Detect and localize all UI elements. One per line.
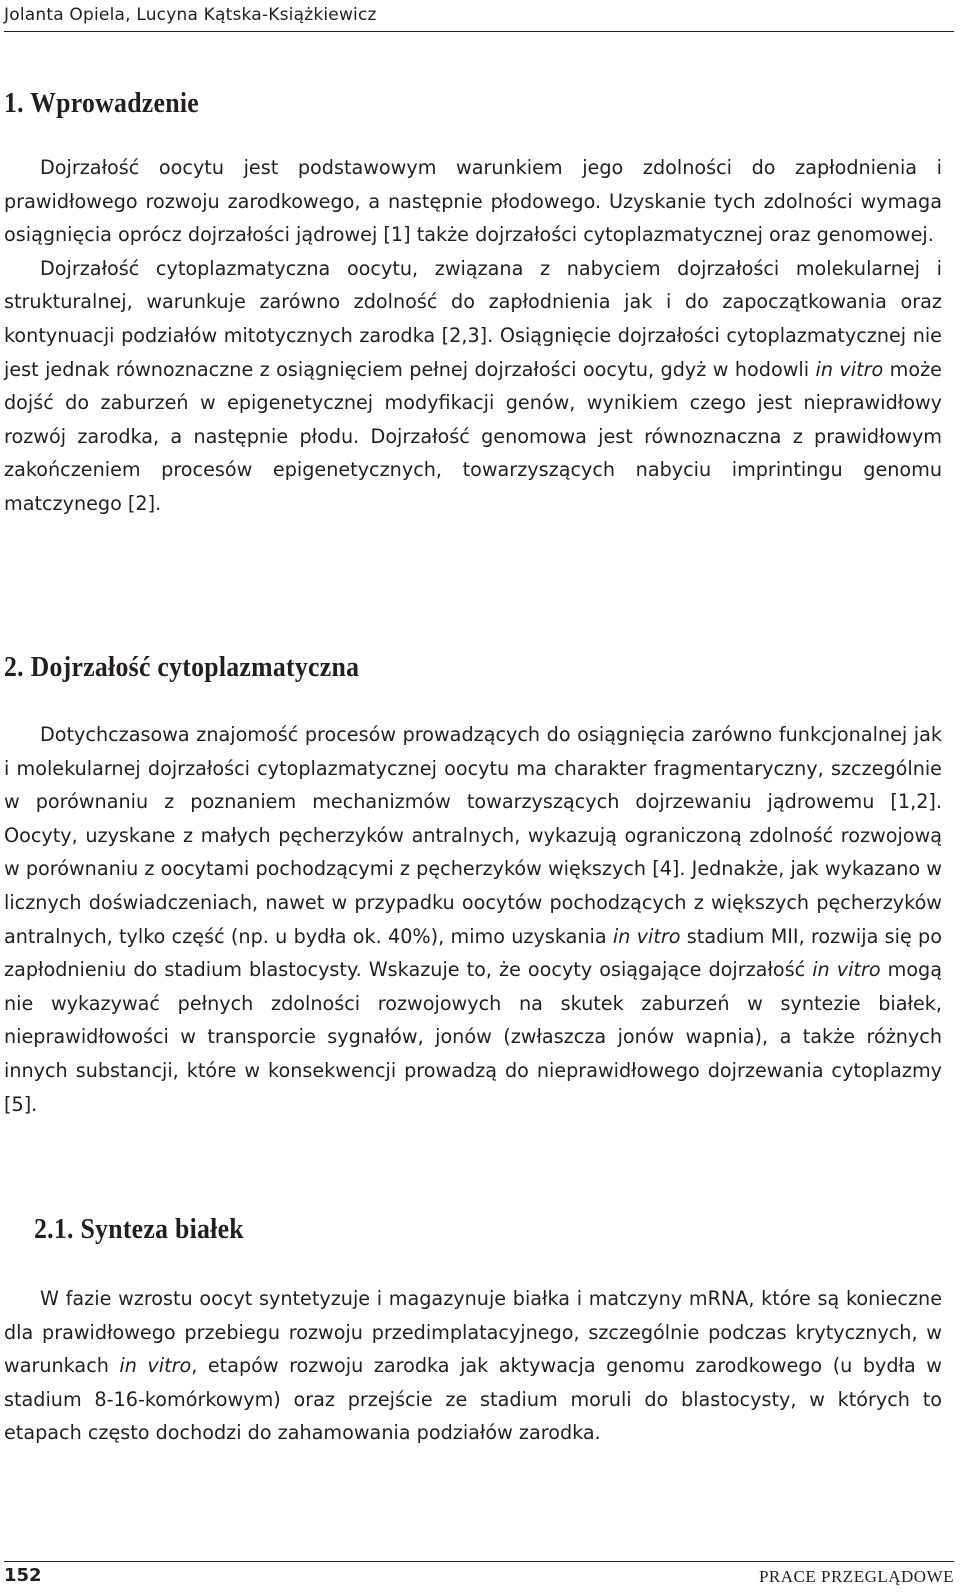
section-2-heading: 2. Dojrzałość cytoplazmatyczna: [4, 652, 360, 683]
header-authors: Jolanta Opiela, Lucyna Kątska-Książkiewicz: [4, 5, 377, 25]
footer-rule: [4, 1561, 954, 1562]
section-2-1-body: [4, 1282, 942, 1450]
running-header: [4, 2, 954, 32]
paragraph-1: Dojrzałość oocytu jest podstawowym warunkiem jego zdolności do zapłodnienia i prawidłowego rozwoju zarodkowego, a następnie płodowego. Uzyskanie tych zdolności wymaga osiągnięcia oprócz dojrzałości jądrowej [1] także dojrzałości cytoplazmatycznej oraz genomowej.: [4, 156, 942, 247]
section-2-body: [4, 718, 942, 1121]
section-2-1-heading: 2.1. Synteza białek: [34, 1214, 244, 1245]
paragraph-4: W fazie wzrostu oocyt syntetyzuje i magazynuje białka i matczyny mRNA, które są konieczne dla prawidłowego przebiegu rozwoju przedimplatacyjnego, szczególnie podczas krytycznych, w warunkach in vitro, etapów rozwoju zarodka jak aktywacja genomu zarodkowego (u bydła w stadium 8-16-komórkowym) oraz przejście ze stadium moruli do blastocysty, w których to etapach często dochodzi do zahamowania podziałów zarodka.: [4, 1287, 942, 1445]
journal-section-label: PRACE PRZEGLĄDOWE: [758, 1567, 954, 1586]
paragraph-2: Dojrzałość cytoplazmatyczna oocytu, związana z nabyciem dojrzałości molekularnej i strukturalnej, warunkuje zarówno zdolność do zapłodnienia jak i do zapoczątkowania oraz kontynuacji podziałów mitotycznych zarodka [2,3]. Osiągnięcie dojrzałości cytoplazmatycznej nie jest jednak równoznaczne z osiągnięciem pełnej dojrzałości oocytu, gdyż w hodowli in vitro może dojść do zaburzeń w epigenetycznej modyfikacji genów, wynikiem czego jest nieprawidłowy rozwój zarodka, a następnie płodu. Dojrzałość genomowa jest równoznaczna z prawidłowym zakończeniem procesów epigenetycznych, towarzyszących nabyciu imprintingu genomu matczynego [2].: [4, 256, 942, 515]
section-1-body: [4, 151, 942, 521]
page-number: 152: [4, 1565, 42, 1586]
paragraph-3: Dotychczasowa znajomość procesów prowadzących do osiągnięcia zarówno funkcjonalnej jak i molekularnej dojrzałości cytoplazmatycznej oocytu ma charakter fragmentaryczny, szczególnie w porównaniu z poznaniem mechanizmów towarzyszących dojrzewaniu jądrowemu [1,2]. Oocyty, uzyskane z małych pęcherzyków antralnych, wykazują ograniczoną zdolność rozwojową w porównaniu z oocytami pochodzącymi z pęcherzyków większych [4]. Jednakże, jak wykazano w licznych doświadczeniach, nawet w przypadku oocytów pochodzących z większych pęcherzyków antralnych, tylko część (np. u bydła ok. 40%), mimo uzyskania in vitro stadium MII, rozwija się po zapłodnieniu do stadium blastocysty. Wskazuje to, że oocyty osiągające dojrzałość in vitro mogą nie wykazywać pełnych zdolności rozwojowych na skutek zaburzeń w syntezie białek, nieprawidłowości w transporcie sygnałów, jonów (zwłaszcza jonów wapnia), a także różnych innych substancji, które w konsekwencji prowadzą do nieprawidłowego dojrzewania cytoplazmy [5].: [4, 723, 942, 1116]
section-1-heading: 1. Wprowadzenie: [4, 88, 199, 119]
